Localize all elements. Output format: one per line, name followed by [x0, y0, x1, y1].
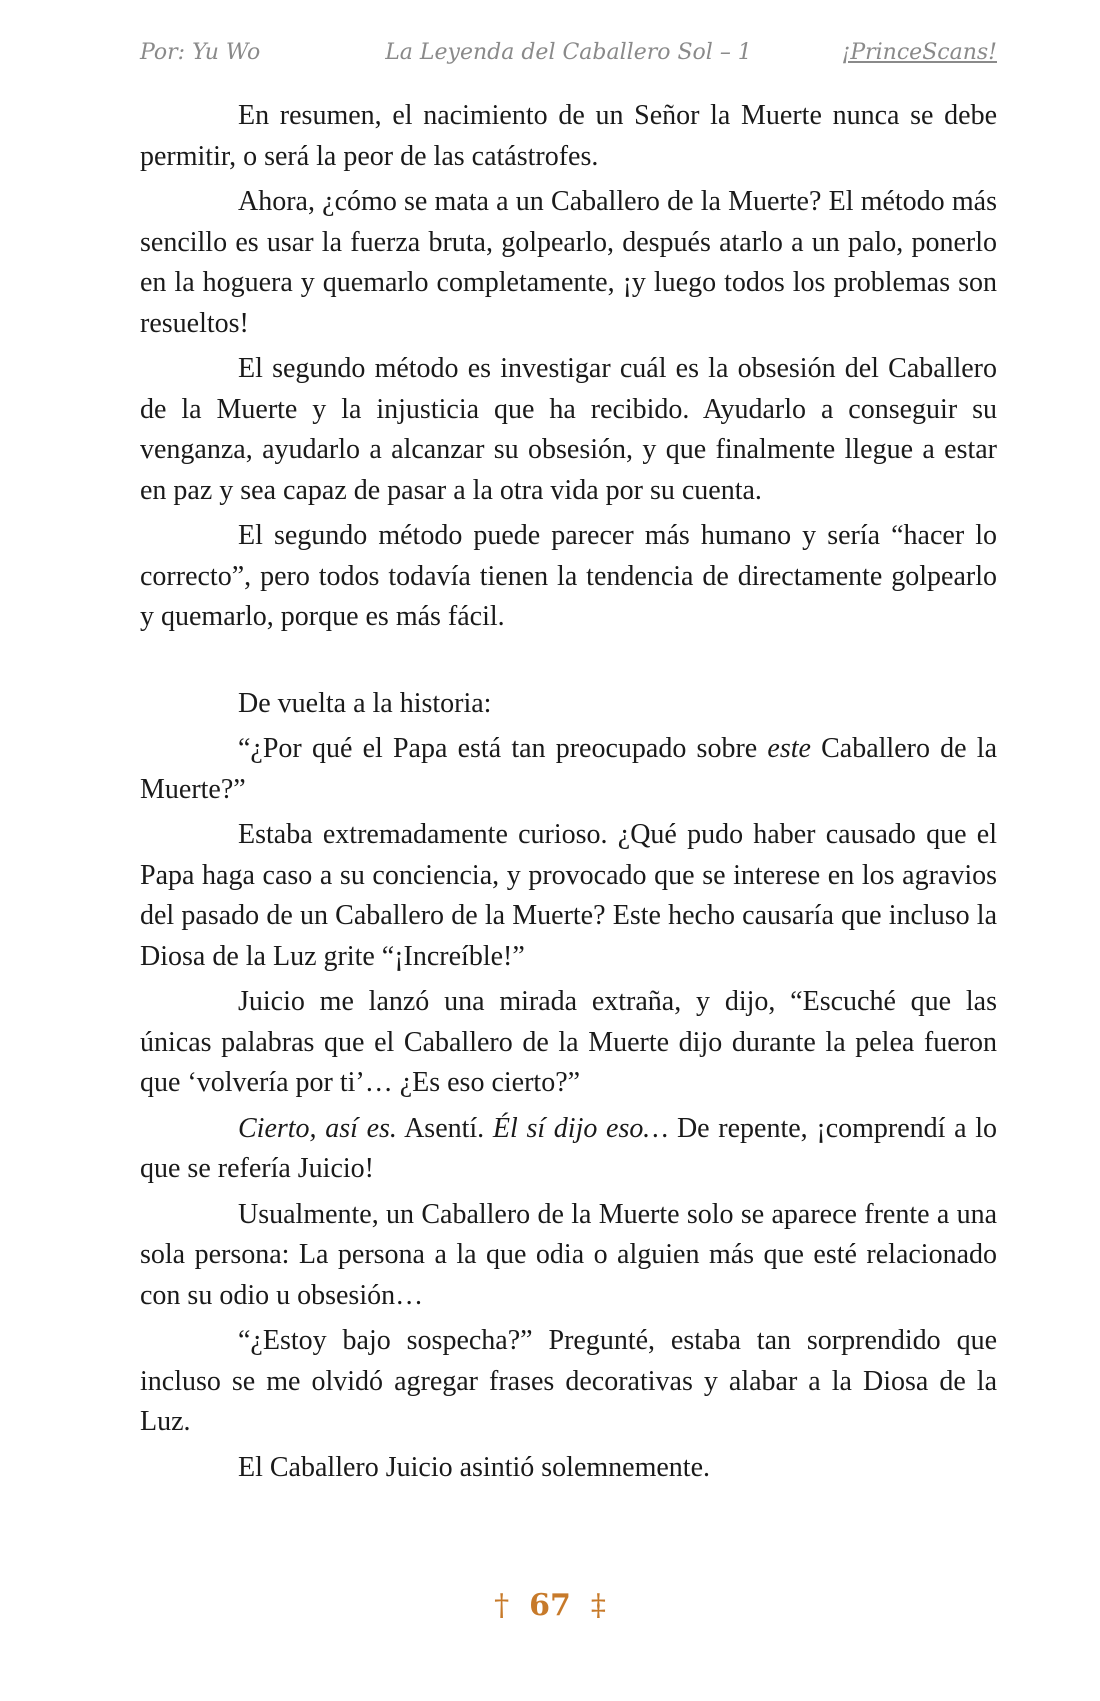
page-body [140, 96, 997, 1493]
header-author: Por: Yu Wo [140, 40, 261, 65]
paragraph [140, 182, 997, 344]
italic-text: este [767, 733, 811, 764]
paragraph-text: “¿Estoy bajo sospecha?” Pregunté, estaba tan sorprendido que incluso se me olvidó agregar frases decorativas y alabar a la Diosa de la Luz. [140, 1325, 997, 1437]
page-header [140, 40, 997, 76]
header-scanlator-link[interactable]: ¡PrinceScans! [841, 40, 997, 65]
paragraph-text: Asentí. [396, 1112, 493, 1144]
paragraph-text: “¿Por qué el Papa está tan preocupado sobre [238, 733, 768, 764]
paragraph [140, 1195, 997, 1317]
ornament-left-icon: † [494, 1588, 510, 1623]
paragraph-text: De vuelta a la historia: [238, 687, 492, 719]
paragraph-text: Juicio me lanzó una mirada extraña, y dijo, “Escuché que las únicas palabras que el Caballero de la Muerte dijo durante la pelea fueron que ‘volvería por ti’… ¿Es eso cierto?” [140, 986, 997, 1098]
paragraph [140, 982, 997, 1104]
paragraph [140, 516, 997, 638]
paragraph [140, 729, 997, 810]
paragraph-text: Caballero de la Muerte?” [140, 733, 997, 805]
paragraph-text: Ahora, ¿cómo se mata a un Caballero de la Muerte? El método más sencillo es usar la fuerza bruta, golpearlo, después atarlo a un palo, ponerlo en la hoguera y quemarlo completamente, ¡y luego todos los problemas son resueltos! [140, 186, 997, 339]
header-book-title: La Leyenda del Caballero Sol – 1 [385, 40, 752, 65]
paragraph-text: En resumen, el nacimiento de un Señor la Muerte nunca se debe permitir, o será la peor de las catástrofes. [140, 100, 997, 172]
paragraph-text: El Caballero Juicio asintió solemnemente. [238, 1451, 710, 1483]
paragraph-text: El segundo método es investigar cuál es la obsesión del Caballero de la Muerte y la injusticia que ha recibido. Ayudarlo a conseguir su venganza, ayudarlo a alcanzar su obsesión, y que finalmente llegue a estar en paz y sea capaz de pasar a la otra vida por su cuenta. [140, 353, 997, 506]
page-footer [0, 1588, 1100, 1623]
paragraph [140, 1448, 997, 1489]
paragraph [140, 96, 997, 177]
ornament-right-icon: ‡ [590, 1588, 606, 1623]
paragraph [140, 1321, 997, 1443]
italic-text: Cierto, así es. [238, 1112, 397, 1144]
paragraph-text: Usualmente, un Caballero de la Muerte solo se aparece frente a una sola persona: La persona a la que odia o alguien más que esté relacionado con su odio u obsesión… [140, 1198, 997, 1311]
paragraph-text: El segundo método puede parecer más humano y sería “hacer lo correcto”, pero todos todavía tienen la tendencia de directamente golpearlo y quemarlo, porque es más fácil. [140, 520, 997, 632]
paragraph [140, 815, 997, 977]
paragraph [140, 684, 997, 725]
italic-text: Él sí dijo eso… [492, 1112, 669, 1144]
paragraph [140, 1109, 997, 1190]
page-number: 67 [529, 1588, 571, 1623]
paragraph-text: De repente, ¡comprendí a lo que se refería Juicio! [140, 1112, 998, 1184]
paragraph [140, 349, 997, 511]
paragraph-text: Estaba extremadamente curioso. ¿Qué pudo haber causado que el Papa haga caso a su conciencia, y provocado que se interese en los agravios del pasado de un Caballero de la Muerte? Este hecho causaría que incluso la Diosa de la Luz grite “¡Increíble!” [140, 819, 997, 972]
